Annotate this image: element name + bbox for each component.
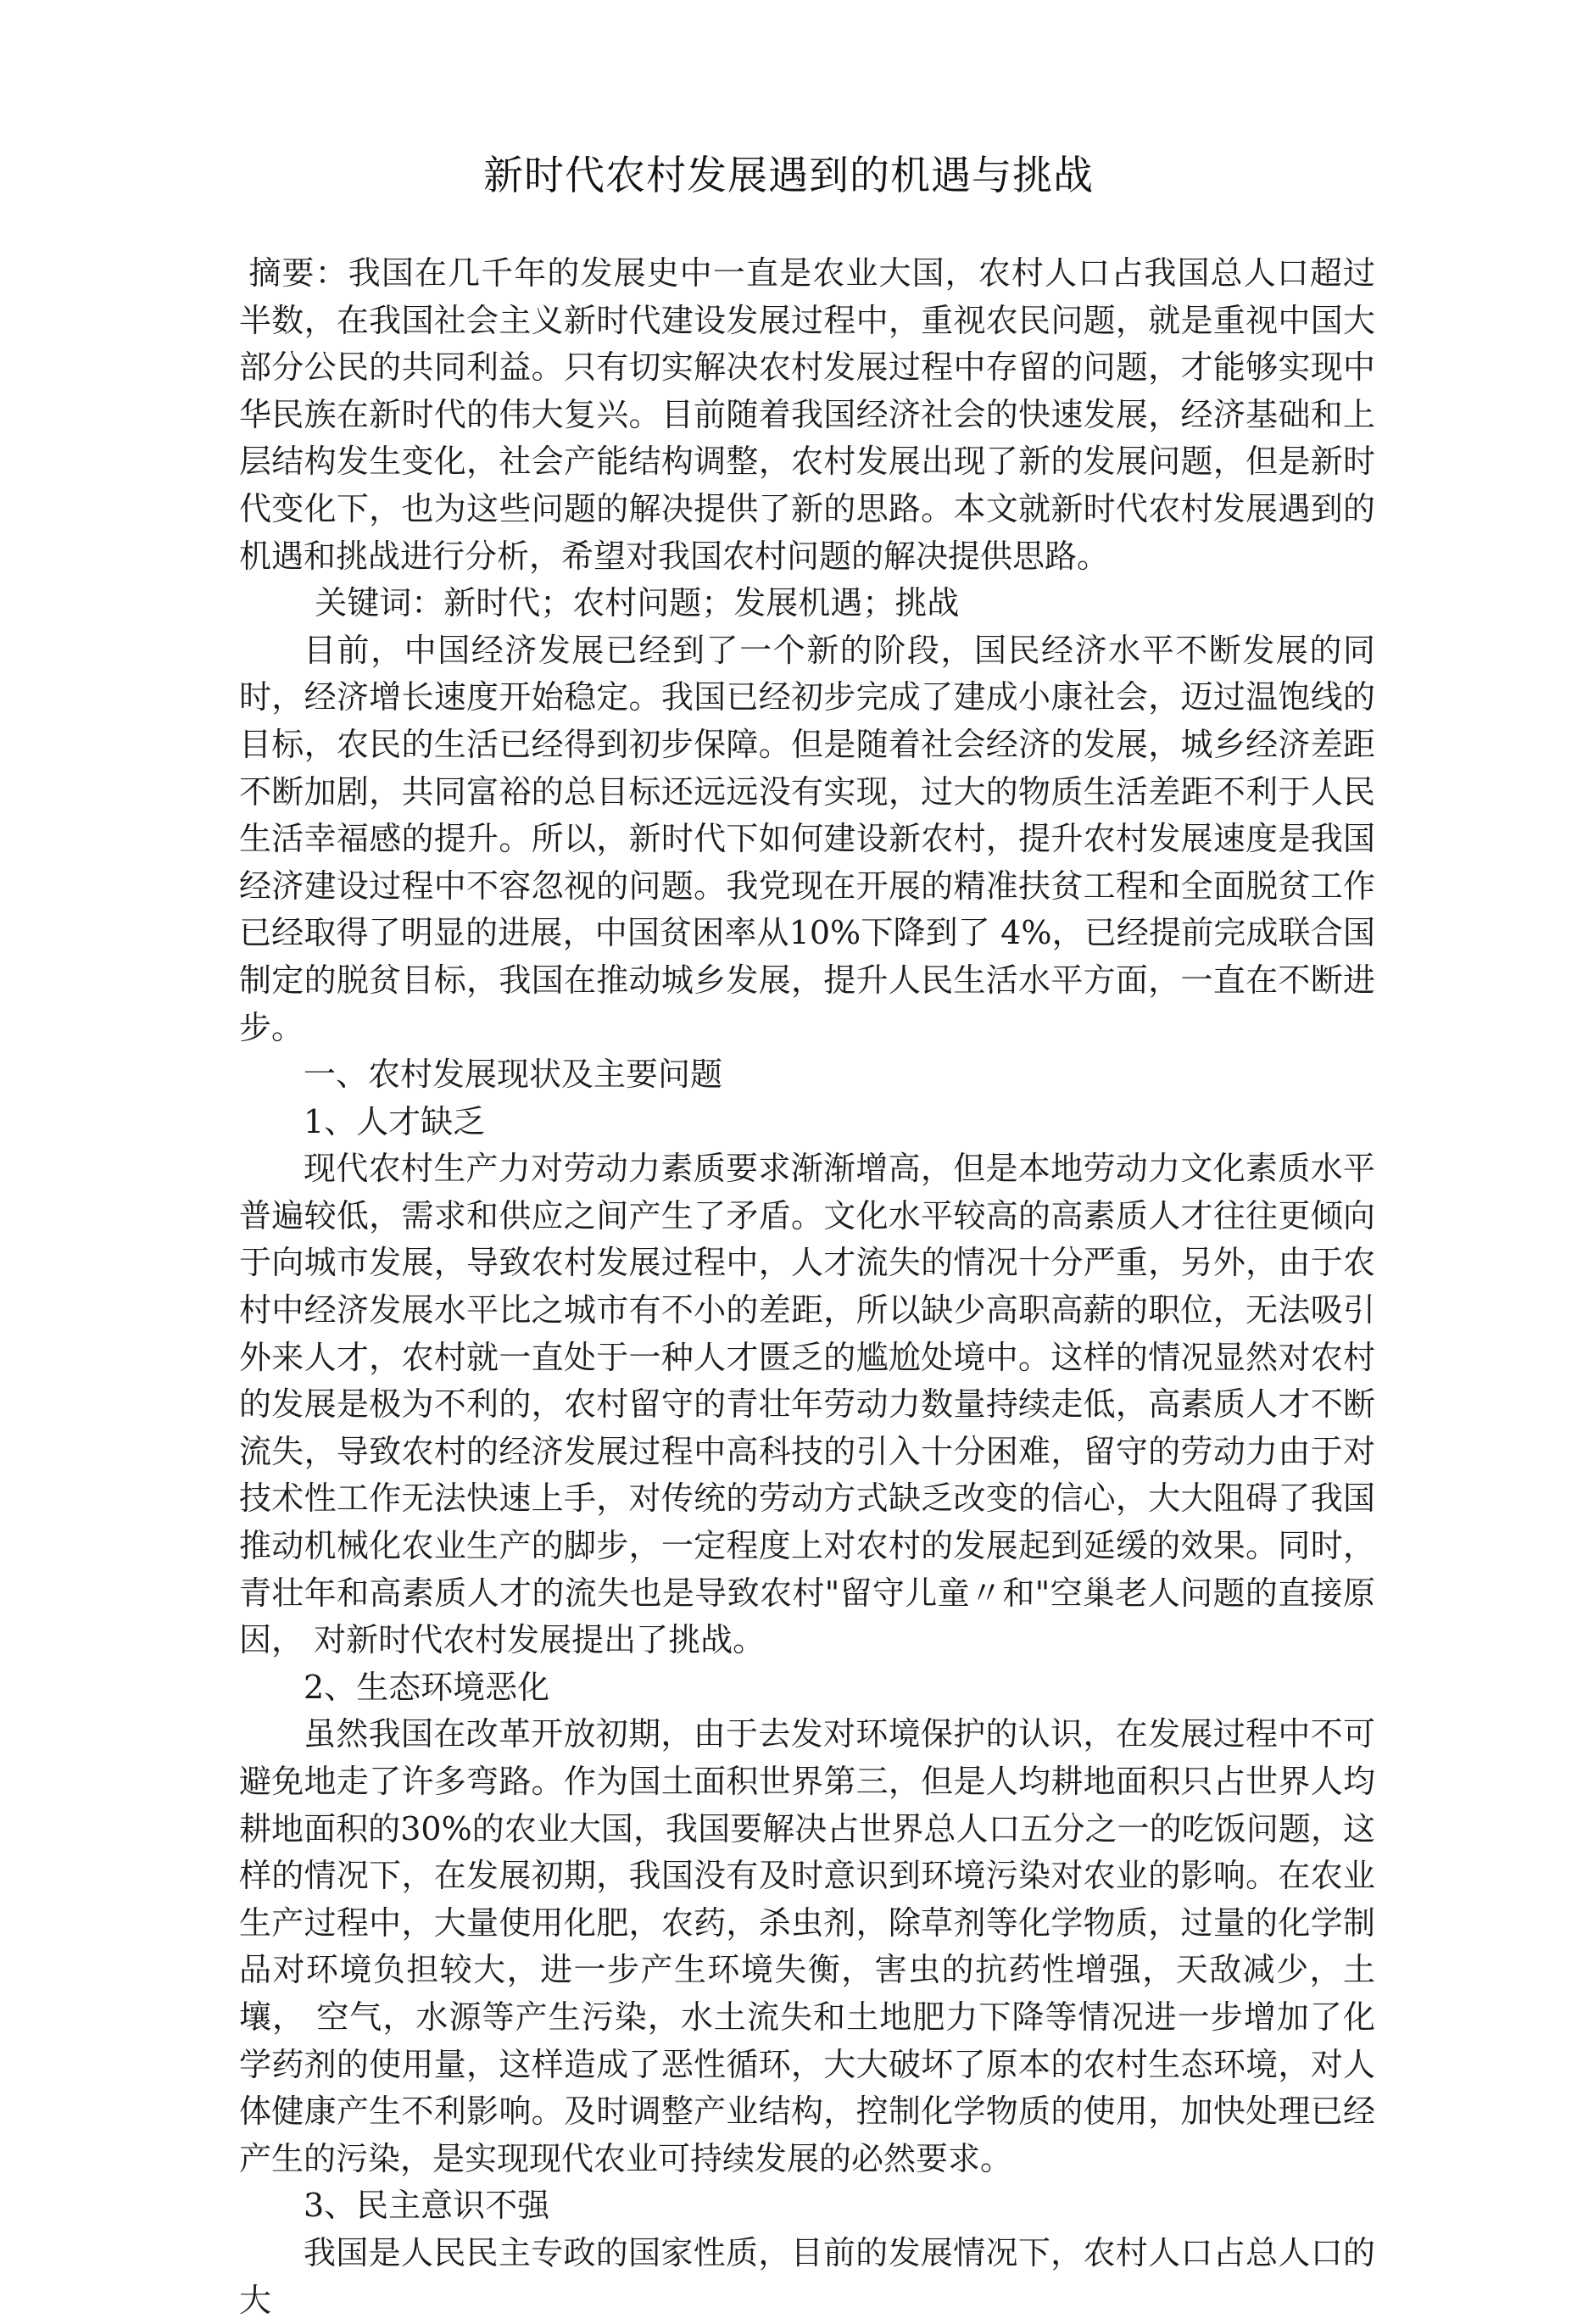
section-heading: 一、农村发展现状及主要问题 [304,1056,723,1094]
document-title: 新时代农村发展遇到的机遇与挑战 [483,153,1094,199]
body-paragraph: 虽然我国在改革开放初期，由于去发对环境保护的认识，在发展过程中不可避免地走了许多弯路。作为国土面积世界第三，但是人均耕地面积只占世界人均耕地面积的30%的农业大国，我国要解决占世界总人口五分之一的吃饭问题，这样的情况下，在发展初期，我国没有及时意识到环境污染对农业的影响。在农业生产过程中，大量使用化肥，农药，杀虫剂，除草剂等化学物质，过量的化学制品对环境负担较大，进一步产生环境失衡，害虫的抗药性增强，天敌减少，土壤， 空气，水源等产生污染，水土流失和土地肥力下降等情况进一步增加了化学药剂的使用量，这样造成了恶性循环，大大破坏了原本的农村生态环境，对人体健康产生不利影响。及时调整产业结构，控制化学物质的使用，加快处理已经产生的污染，是实现现代农业可持续发展的必然要求。 [239,1715,1375,2177]
body-paragraph: 现代农村生产力对劳动力素质要求渐渐增高，但是本地劳动力文化素质水平普遍较低，需求和供应之间产生了矛盾。文化水平较高的高素质人才往往更倾向于向城市发展，导致农村发展过程中，人才流失的情况十分严重，另外，由于农村中经济发展水平比之城市有不小的差距，所以缺少高职高薪的职位，无法吸引外来人才，农村就一直处于一种人才匮乏的尴尬处境中。这样的情况显然对农村的发展是极为不利的，农村留守的青壮年劳动力数量持续走低，高素质人才不断流失，导致农村的经济发展过程中高科技的引入十分困难，留守的劳动力由于对技术性工作无法快速上手，对传统的劳动方式缺乏改变的信心，大大阻碍了我国推动机械化农业生产的脚步，一定程度上对农村的发展起到延缓的效果。同时， 青壮年和高素质人才的流失也是导致农村"留守儿童〃和"空巢老人问题的直接原因， 对新时代农村发展提出了挑战。 [239,1150,1375,1659]
keywords-line: 关键词：新时代；农村问题；发展机遇；挑战 [315,584,960,622]
subsection-heading: 3、民主意识不强 [304,2187,550,2225]
body-paragraph: 我国是人民民主专政的国家性质，目前的发展情况下，农村人口占总人口的大 [239,2233,1375,2319]
abstract-paragraph: 摘要：我国在几千年的发展史中一直是农业大国，农村人口占我国总人口超过半数，在我国社会主义新时代建设发展过程中，重视农民问题，就是重视中国大部分公民的共同利益。只有切实解决农村发展过程中存留的问题，才能够实现中华民族在新时代的伟大复兴。目前随着我国经济社会的快速发展，经济基础和上层结构发生变化，社会产能结构调整，农村发展出现了新的发展问题，但是新时代变化下，也为这些问题的解决提供了新的思路。本文就新时代农村发展遇到的机遇和挑战进行分析，希望对我国农村问题的解决提供思路。 [239,254,1375,575]
document-body [239,250,1375,2324]
subsection-heading: 1、人才缺乏 [304,1102,486,1140]
intro-paragraph: 目前，中国经济发展已经到了一个新的阶段，国民经济水平不断发展的同时，经济增长速度开始稳定。我国已经初步完成了建成小康社会，迈过温饱线的目标，农民的生活已经得到初步保障。但是随着社会经济的发展，城乡经济差距不断加剧，共同富裕的总目标还远远没有实现，过大的物质生活差距不利于人民生活幸福感的提升。所以，新时代下如何建设新农村，提升农村发展速度是我国经济建设过程中不容忽视的问题。我党现在开展的精准扶贫工程和全面脱贫工作已经取得了明显的进展，中国贫困率从10%下降到了 4%，已经提前完成联合国制定的脱贫目标，我国在推动城乡发展，提升人民生活水平方面，一直在不断进步。 [239,631,1375,1046]
subsection-heading: 2、生态环境恶化 [304,1668,550,1706]
